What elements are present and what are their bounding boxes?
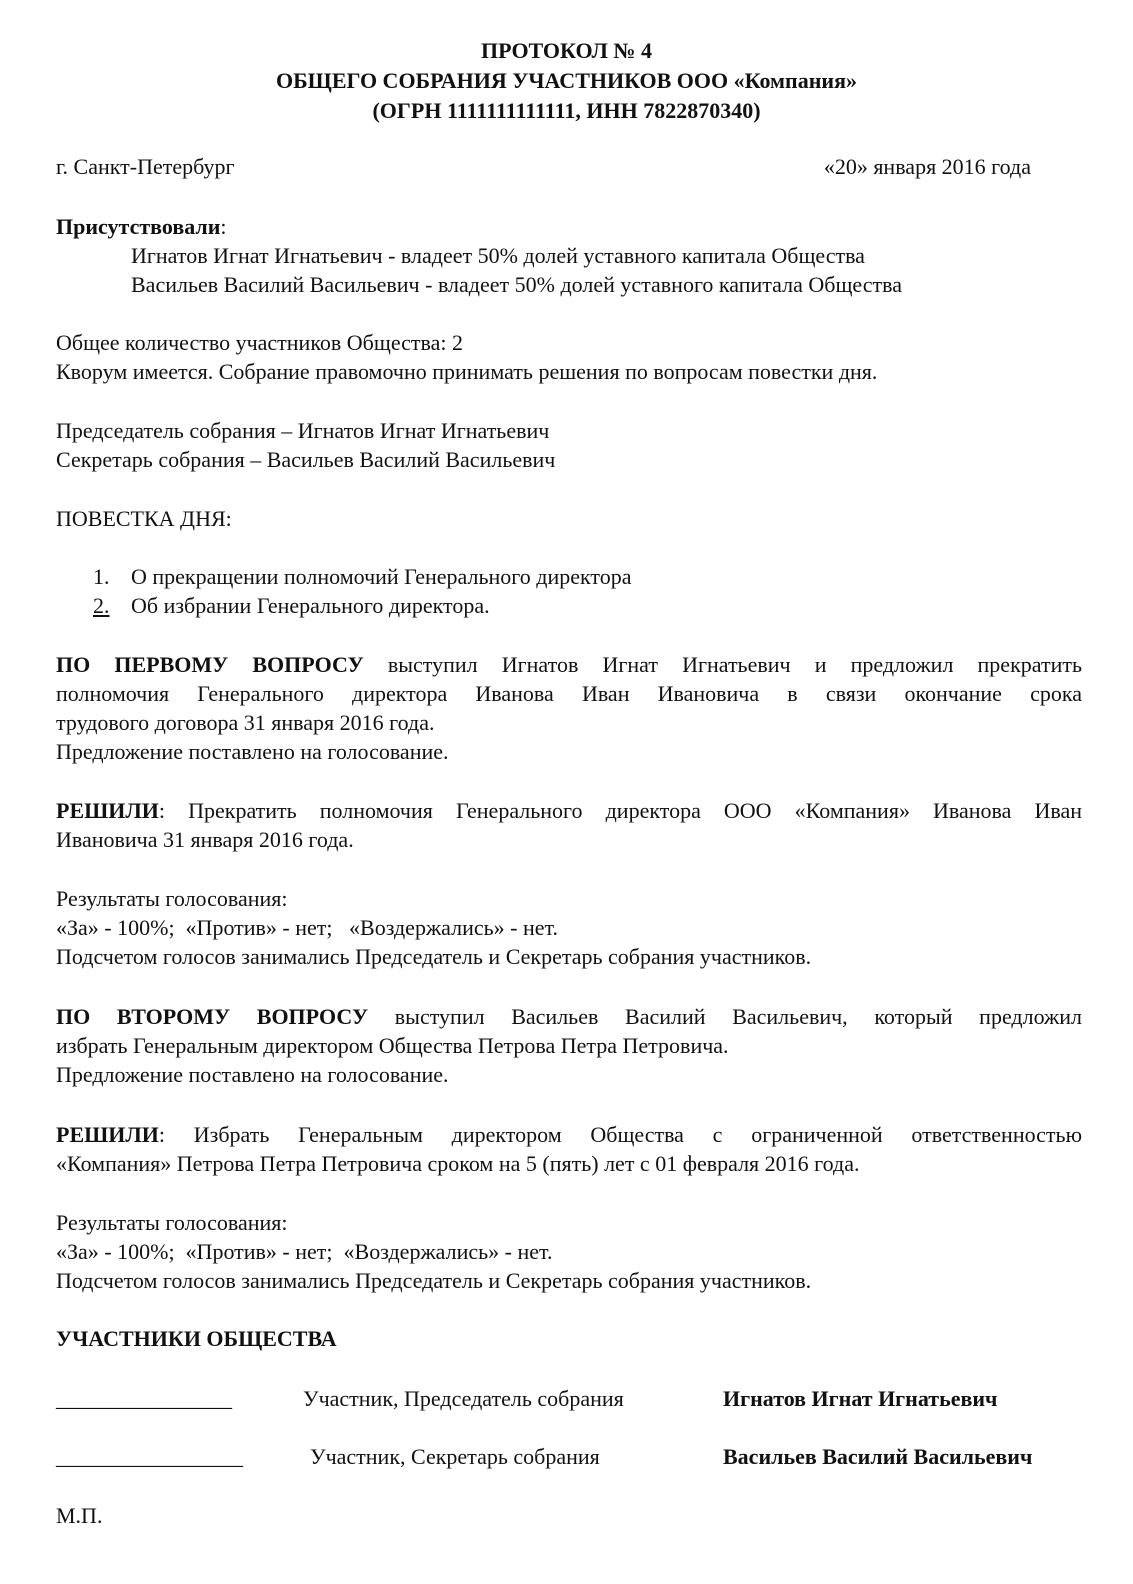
attendees-colon: : [220, 214, 227, 239]
decision2-text: Избрать Генеральным директором Общества с ограниченной ответственностью [193, 1122, 1083, 1147]
agenda-item-text: Об избрании Генерального директора. [131, 593, 490, 618]
question2-text: выступил Васильев Василий Васильевич, который предложил [394, 1004, 1082, 1029]
attendees-heading [56, 212, 227, 242]
vote1-results: «За» - 100%; «Против» - нет; «Воздержались» - нет. [56, 915, 558, 940]
question1-vote-proposal: Предложение поставлено на голосование. [56, 739, 449, 764]
attendee-item: Васильев Василий Васильевич - владеет 50% долей уставного капитала Общества [131, 272, 902, 297]
quorum-statement: Кворум имеется. Собрание правомочно принимать решения по вопросам повестки дня. [56, 359, 878, 384]
question1-label: ПО ПЕРВОМУ ВОПРОСУ [56, 652, 364, 677]
secretary-line: Секретарь собрания – Васильев Василий Васильевич [56, 447, 556, 472]
question1-line2: полномочия Генерального директора Иванова Иван Ивановича в связи окончание срока [56, 681, 1082, 706]
question2-vote-proposal: Предложение поставлено на голосование. [56, 1062, 449, 1087]
vote1-counters: Подсчетом голосов занимались Председатель и Секретарь собрания участников. [56, 944, 812, 969]
signer-role: Участник, Секретарь собрания [310, 1444, 600, 1469]
protocol-registration: (ОГРН 1111111111111, ИНН 7822870340) [372, 98, 761, 123]
protocol-title: ПРОТОКОЛ № 4 [481, 38, 652, 63]
stamp-place: М.П. [56, 1503, 103, 1528]
protocol-subtitle: ОБЩЕГО СОБРАНИЯ УЧАСТНИКОВ ООО «Компания» [276, 68, 857, 93]
question1-line1 [56, 650, 1082, 680]
decision1-line1 [56, 796, 1082, 826]
signer-name: Игнатов Игнат Игнатьевич [723, 1386, 998, 1411]
attendees-label: Присутствовали [56, 214, 221, 239]
signature-line: ________________ [56, 1386, 232, 1411]
vote2-results: «За» - 100%; «Против» - нет; «Воздержались» - нет. [56, 1239, 553, 1264]
question1-line3: трудового договора 31 января 2016 года. [56, 710, 435, 735]
decision2-label: РЕШИЛИ [56, 1122, 159, 1147]
vote2-counters: Подсчетом голосов занимались Председатель и Секретарь собрания участников. [56, 1268, 812, 1293]
vote2-heading: Результаты голосования: [56, 1210, 288, 1235]
attendee-item: Игнатов Игнат Игнатьевич - владеет 50% долей уставного капитала Общества [131, 243, 865, 268]
question2-line2: избрать Генеральным директором Общества Петрова Петра Петровича. [56, 1033, 729, 1058]
question2-label: ПО ВТОРОМУ ВОПРОСУ [56, 1004, 369, 1029]
place: г. Санкт-Петербург [56, 154, 235, 179]
participants-count: Общее количество участников Общества: 2 [56, 330, 463, 355]
decision2-line1 [56, 1120, 1082, 1150]
agenda-item-text: О прекращении полномочий Генерального директора [131, 564, 632, 589]
agenda-heading: ПОВЕСТКА ДНЯ: [56, 506, 232, 531]
chairman-line: Председатель собрания – Игнатов Игнат Игнатьевич [56, 418, 550, 443]
signature-line: _________________ [56, 1444, 243, 1469]
agenda-item-number: 2. [93, 593, 110, 618]
decision2-colon: : [158, 1122, 166, 1147]
decision1-colon: : [158, 798, 166, 823]
agenda-item-number: 1. [93, 564, 110, 589]
participants-heading: УЧАСТНИКИ ОБЩЕСТВА [56, 1326, 337, 1351]
question2-line1 [56, 1002, 1082, 1032]
signer-name: Васильев Василий Васильевич [723, 1444, 1033, 1469]
decision1-label: РЕШИЛИ [56, 798, 159, 823]
decision1-line2: Ивановича 31 января 2016 года. [56, 827, 354, 852]
signer-role: Участник, Председатель собрания [303, 1386, 624, 1411]
decision1-text: Прекратить полномочия Генерального директора ООО «Компания» Иванова Иван [188, 798, 1083, 823]
question1-text: выступил Игнатов Игнат Игнатьевич и предложил прекратить [387, 652, 1082, 677]
decision2-line2: «Компания» Петрова Петра Петровича сроком на 5 (пять) лет с 01 февраля 2016 года. [56, 1151, 860, 1176]
vote1-heading: Результаты голосования: [56, 886, 288, 911]
date: «20» января 2016 года [823, 154, 1031, 179]
